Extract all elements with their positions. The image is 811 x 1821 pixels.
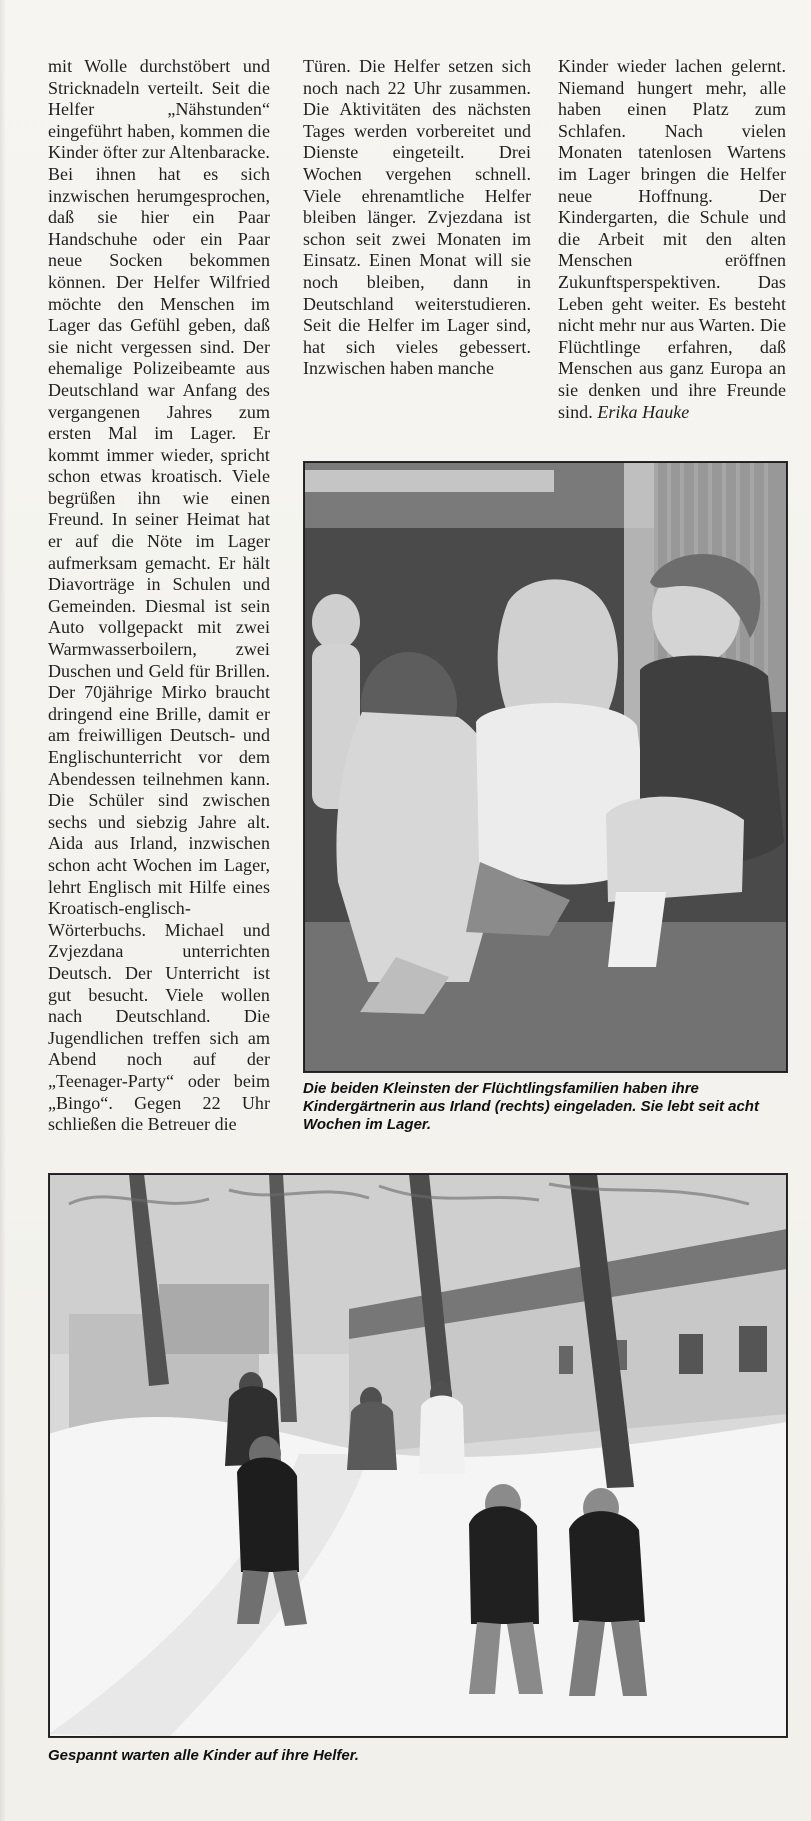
woman-right-sock bbox=[608, 892, 666, 967]
child-left-head bbox=[312, 594, 360, 650]
adult-center-body bbox=[347, 1402, 397, 1471]
photo-top-illustration bbox=[304, 462, 787, 1072]
article-column-3 bbox=[558, 56, 786, 423]
window-2 bbox=[739, 1326, 767, 1372]
photo-top bbox=[303, 461, 788, 1073]
boy-right-body bbox=[569, 1511, 645, 1622]
photo-top-lamp bbox=[304, 470, 554, 492]
article-column-1 bbox=[48, 56, 270, 1136]
article-column-3-text bbox=[558, 56, 786, 423]
window-4 bbox=[559, 1346, 573, 1374]
caption-bottom: Gespannt warten alle Kinder auf ihre Helfer. bbox=[48, 1747, 359, 1764]
window-1 bbox=[679, 1334, 703, 1374]
article-column-3-body: Kinder wieder lachen gelernt. Niemand hungert mehr, alle haben einen Platz zum Schlafen. Nach vielen Monaten tatenlosen Wartens im Lager bringen die Helfer neue Hoffnung. Der Kindergarten, die Schule und die Arbeit mit den alten Menschen eröffnen Zukunftsperspektiven. Das Leben geht weiter. Es besteht nicht mehr nur aus Warten. Die Flüchtlinge erfahren, daß Menschen aus ganz Europa an sie denken und ihre Freunde sind. bbox=[558, 56, 786, 422]
caption-top: Die beiden Kleinsten der Flüchtlingsfamilien haben ihre Kindergärtnerin aus Irland (rechts) eingeladen. Sie lebt seit acht Wochen im Lager. bbox=[303, 1080, 759, 1133]
woman-right-legs bbox=[606, 797, 744, 902]
article-column-2 bbox=[303, 56, 531, 380]
scan-edge-shadow bbox=[0, 0, 6, 1821]
boy-center-body bbox=[469, 1506, 539, 1624]
boy-left-body bbox=[237, 1457, 299, 1572]
building-left-roof bbox=[159, 1284, 269, 1354]
article-column-2-text: Türen. Die Helfer setzen sich noch nach 22 Uhr zusammen. Die Aktivitäten des nächsten Tages werden vorbereitet und Dienste eingeteilt. Drei Wochen vergehen schnell. Viele ehrenamtliche Helfer bleiben länger. Zvjezdana ist schon seit zwei Monaten im Einsatz. Einen Monat will sie noch bleiben, dann in Deutschland weiterstudieren. Seit die Helfer im Lager sind, hat sich vieles gebessert. Inzwischen haben manche bbox=[303, 56, 531, 379]
photo-bottom bbox=[48, 1173, 788, 1738]
adult-right-body bbox=[419, 1396, 465, 1475]
article-column-1-text: mit Wolle durchstöbert und Stricknadeln verteilt. Seit die Helfer „Nähstunden“ eingeführt haben, kommen die Kinder öfter zur Altenbaracke. Bei ihnen hat es sich inzwischen herumgesprochen, daß sie hier ein Paar Handschuhe oder ein Paar neue Socken bekommen können. Der Helfer Wilfried möchte den Menschen im Lager das Gefühl geben, daß sie nicht vergessen sind. Der ehemalige Polizeibeamte aus Deutschland war Anfang des vergangenen Jahres zum ersten Mal im Lager. Er kommt immer wieder, spricht schon etwas kroatisch. Viele begrüßen ihn wie einen Freund. In seiner Heimat hat er auf die Nöte im Lager aufmerksam gemacht. Er hält Diavorträge in Schulen und Gemeinden. Diesmal ist sein Auto vollgepackt mit zwei Warmwasserboilern, zwei Duschen und Geld für Brillen. Der 70jährige Mirko braucht dringend eine Brille, damit er am freiwilligen Deutsch- und Englischunterricht vor dem Abendessen teilnehmen kann. Die Schüler sind zwischen sechs und siebzig Jahre alt. Aida aus Irland, inzwischen schon acht Wochen im Lager, lehrt Englisch mit Hilfe eines Kroatisch-englisch-Wörterbuchs. Michael und Zvjezdana unterrichten Deutsch. Der Unterricht ist gut besucht. Viele wollen nach Deutschland. Die Jugendlichen treffen sich am Abend noch auf der „Teenager-Party“ oder beim „Bingo“. Gegen 22 Uhr schließen die Betreuer die bbox=[48, 56, 270, 1135]
article-author: Erika Hauke bbox=[597, 401, 690, 422]
photo-bottom-illustration bbox=[49, 1174, 787, 1737]
